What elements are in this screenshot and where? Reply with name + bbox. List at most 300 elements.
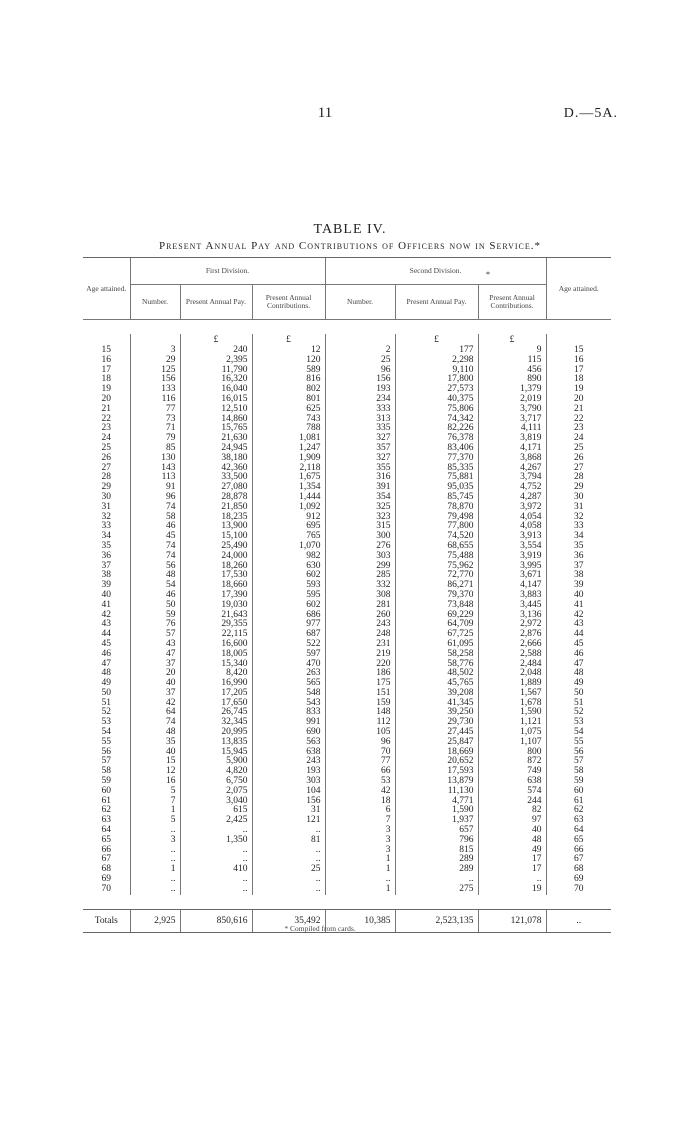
cell-number-second: 96 — [325, 738, 395, 748]
cell-contributions-second: .. — [478, 875, 546, 885]
cell-contributions-second: 4,054 — [478, 513, 546, 523]
cell-number-first: 20 — [130, 669, 180, 679]
cell-contributions-second: 4,111 — [478, 424, 546, 434]
cell-contributions-first: 833 — [252, 708, 325, 718]
cell-contributions-first: .. — [252, 875, 325, 885]
cell-age-right: 19 — [546, 385, 611, 395]
cell-pay-first: .. — [180, 885, 252, 895]
cell-age-right: 65 — [546, 836, 611, 846]
cell-age-right: 40 — [546, 591, 611, 601]
cell-number-first: 130 — [130, 454, 180, 464]
cell-contributions-first: 597 — [252, 650, 325, 660]
cell-pay-first: 42,360 — [180, 464, 252, 474]
cell-pay-first: 24,000 — [180, 552, 252, 562]
cell-contributions-first: 801 — [252, 395, 325, 405]
cell-age-right: 24 — [546, 434, 611, 444]
cell-number-second: 300 — [325, 532, 395, 542]
cell-age-right: 16 — [546, 356, 611, 366]
cell-pay-second: 18,669 — [395, 748, 478, 758]
cell-age-right: 61 — [546, 797, 611, 807]
cell-pay-first: 6,750 — [180, 777, 252, 787]
cell-contributions-first: .. — [252, 855, 325, 865]
cell-age: 70 — [101, 883, 111, 894]
cell-number-first: 56 — [130, 562, 180, 572]
cell-contributions-first: 687 — [252, 630, 325, 640]
cell-age-right: 58 — [546, 767, 611, 777]
cell-age-right: 66 — [546, 846, 611, 856]
cell-number-first: 46 — [130, 591, 180, 601]
cell-number-second: 219 — [325, 650, 395, 660]
cell-number-first: 71 — [130, 424, 180, 434]
cell-number-second: 325 — [325, 503, 395, 513]
cell-number-second: 303 — [325, 552, 395, 562]
cell-number-second: 159 — [325, 699, 395, 709]
cell-contributions-second: 3,717 — [478, 415, 546, 425]
cell-contributions-first: 548 — [252, 689, 325, 699]
cell-contributions-second: 3,995 — [478, 562, 546, 572]
cell-number-second: 105 — [325, 728, 395, 738]
cell-age: 59 — [101, 776, 111, 787]
cell-number-first: .. — [130, 875, 180, 885]
cell-contributions-second: 2,666 — [478, 640, 546, 650]
cell-pay-second: 73,848 — [395, 601, 478, 611]
cell-age-right: 29 — [546, 483, 611, 493]
cell-age-right: 52 — [546, 708, 611, 718]
currency-label: £ — [180, 334, 252, 346]
cell-pay-first: 28,878 — [180, 493, 252, 503]
cell-number-first: 42 — [130, 699, 180, 709]
cell-contributions-first: 1,675 — [252, 473, 325, 483]
header-number-first: Number. — [130, 285, 180, 320]
cell-number-second: 1 — [325, 865, 395, 875]
cell-number-second: 70 — [325, 748, 395, 758]
cell-age-right: 20 — [546, 395, 611, 405]
cell-number-second: 248 — [325, 630, 395, 640]
cell-age: 35 — [101, 540, 111, 551]
cell-contributions-second: 1,889 — [478, 679, 546, 689]
cell-age: 20 — [101, 393, 111, 404]
cell-pay-first: 33,500 — [180, 473, 252, 483]
cell-pay-first: 8,420 — [180, 669, 252, 679]
cell-pay-first: 26,745 — [180, 708, 252, 718]
cell-contributions-second: 4,058 — [478, 522, 546, 532]
table-subtitle: Present Annual Pay and Contributions of Officers now in Service.* — [158, 240, 542, 252]
cell-number-first: 3 — [130, 346, 180, 356]
cell-contributions-first: 602 — [252, 601, 325, 611]
cell-contributions-first: 1,081 — [252, 434, 325, 444]
cell-contributions-first: 522 — [252, 640, 325, 650]
cell-pay-second: 85,745 — [395, 493, 478, 503]
cell-age-right: 46 — [546, 650, 611, 660]
cell-contributions-second: 3,794 — [478, 473, 546, 483]
cell-contributions-first: 156 — [252, 797, 325, 807]
cell-number-second: 357 — [325, 444, 395, 454]
cell-pay-second: 2,298 — [395, 356, 478, 366]
cell-number-second: 355 — [325, 464, 395, 474]
cell-number-second: 186 — [325, 669, 395, 679]
cell-number-second: 18 — [325, 797, 395, 807]
cell-number-first: 73 — [130, 415, 180, 425]
cell-contributions-first: 695 — [252, 522, 325, 532]
cell-age: 26 — [101, 452, 111, 463]
cell-contributions-second: 2,048 — [478, 669, 546, 679]
cell-age: 21 — [101, 403, 111, 414]
cell-pay-second: 29,730 — [395, 718, 478, 728]
cell-age: 49 — [101, 678, 111, 689]
cell-contributions-first: 303 — [252, 777, 325, 787]
cell-contributions-first: 1,070 — [252, 542, 325, 552]
cell-pay-first: 18,235 — [180, 513, 252, 523]
cell-age: 23 — [101, 423, 111, 434]
cell-pay-first: 24,945 — [180, 444, 252, 454]
cell-number-second: 2 — [325, 346, 395, 356]
cell-pay-second: 289 — [395, 865, 478, 875]
cell-pay-second: 79,498 — [395, 513, 478, 523]
cell-pay-second: 75,962 — [395, 562, 478, 572]
cell-contributions-second: 1,590 — [478, 708, 546, 718]
cell-pay-first: 410 — [180, 865, 252, 875]
cell-age: 69 — [101, 874, 111, 885]
cell-number-first: 37 — [130, 689, 180, 699]
cell-age-right: 37 — [546, 562, 611, 572]
cell-age-right: 39 — [546, 581, 611, 591]
cell-number-second: 1 — [325, 855, 395, 865]
cell-number-second: 77 — [325, 757, 395, 767]
cell-contributions-first: 977 — [252, 620, 325, 630]
cell-age-right: 34 — [546, 532, 611, 542]
cell-contributions-second: 3,913 — [478, 532, 546, 542]
cell-contributions-first: 81 — [252, 836, 325, 846]
header-age-attained: Age attained. — [83, 258, 130, 320]
cell-pay-second: 67,725 — [395, 630, 478, 640]
cell-contributions-first: 193 — [252, 767, 325, 777]
cell-pay-first: 16,040 — [180, 385, 252, 395]
cell-number-second: 3 — [325, 836, 395, 846]
cell-age-right: 44 — [546, 630, 611, 640]
cell-pay-second: 78,870 — [395, 503, 478, 513]
cell-number-first: 12 — [130, 767, 180, 777]
cell-age-right: 17 — [546, 366, 611, 376]
cell-number-second: 231 — [325, 640, 395, 650]
cell-pay-second: 74,342 — [395, 415, 478, 425]
cell-age: 46 — [101, 648, 111, 659]
cell-pay-second: 48,502 — [395, 669, 478, 679]
cell-number-first: 40 — [130, 679, 180, 689]
cell-pay-first: 21,630 — [180, 434, 252, 444]
cell-age-right: 42 — [546, 611, 611, 621]
cell-number-second: 308 — [325, 591, 395, 601]
cell-contributions-second: 1,379 — [478, 385, 546, 395]
header-pay-second: Present Annual Pay. — [395, 285, 478, 320]
cell-number-second: 96 — [325, 366, 395, 376]
cell-contributions-first: 243 — [252, 757, 325, 767]
cell-pay-first: 19,030 — [180, 601, 252, 611]
cell-pay-second: 75,881 — [395, 473, 478, 483]
cell-age: 28 — [101, 472, 111, 483]
cell-number-first: 29 — [130, 356, 180, 366]
cell-number-second: 25 — [325, 356, 395, 366]
cell-contributions-first: 1,247 — [252, 444, 325, 454]
cell-contributions-first: 991 — [252, 718, 325, 728]
cell-contributions-first: 104 — [252, 787, 325, 797]
cell-number-second: 276 — [325, 542, 395, 552]
cell-number-second: 391 — [325, 483, 395, 493]
cell-pay-second: 68,655 — [395, 542, 478, 552]
cell-pay-second: 815 — [395, 846, 478, 856]
cell-contributions-second: 1,107 — [478, 738, 546, 748]
cell-number-first: 74 — [130, 718, 180, 728]
cell-age: 16 — [101, 354, 111, 365]
cell-pay-second: 657 — [395, 826, 478, 836]
cell-contributions-second: 3,868 — [478, 454, 546, 464]
cell-contributions-first: 563 — [252, 738, 325, 748]
cell-age-right: 53 — [546, 718, 611, 728]
cell-age: 18 — [101, 374, 111, 385]
cell-contributions-first: .. — [252, 885, 325, 895]
cell-contributions-second: 4,171 — [478, 444, 546, 454]
cell-contributions-first: 1,354 — [252, 483, 325, 493]
cell-age-right: 57 — [546, 757, 611, 767]
cell-age: 40 — [101, 589, 111, 600]
cell-contributions-first: .. — [252, 826, 325, 836]
cell-age-right: 51 — [546, 699, 611, 709]
cell-pay-first: 3,040 — [180, 797, 252, 807]
cell-contributions-first: 470 — [252, 660, 325, 670]
total-age-placeholder: .. — [546, 909, 611, 932]
cell-pay-first: 1,350 — [180, 836, 252, 846]
cell-number-second: 220 — [325, 660, 395, 670]
cell-number-first: 37 — [130, 660, 180, 670]
cell-pay-first: 27,080 — [180, 483, 252, 493]
cell-pay-second: 17,593 — [395, 767, 478, 777]
cell-age: 48 — [101, 668, 111, 679]
cell-contributions-first: 12 — [252, 346, 325, 356]
cell-contributions-first: 690 — [252, 728, 325, 738]
cell-age: 52 — [101, 707, 111, 718]
cell-contributions-first: 263 — [252, 669, 325, 679]
cell-age: 37 — [101, 560, 111, 571]
cell-contributions-first: 638 — [252, 748, 325, 758]
cell-number-second: 3 — [325, 846, 395, 856]
cell-number-first: 76 — [130, 620, 180, 630]
cell-number-second: 332 — [325, 581, 395, 591]
cell-number-second: 234 — [325, 395, 395, 405]
cell-contributions-first: 595 — [252, 591, 325, 601]
cell-number-second: 151 — [325, 689, 395, 699]
cell-pay-second: 275 — [395, 885, 478, 895]
cell-age: 15 — [101, 345, 111, 355]
cell-contributions-second: 2,019 — [478, 395, 546, 405]
cell-number-second: 112 — [325, 718, 395, 728]
cell-pay-first: 17,650 — [180, 699, 252, 709]
currency-label: £ — [395, 334, 478, 346]
cell-pay-first: 15,765 — [180, 424, 252, 434]
cell-pay-second: 69,229 — [395, 611, 478, 621]
cell-pay-first: 38,180 — [180, 454, 252, 464]
cell-contributions-second: 3,554 — [478, 542, 546, 552]
cell-contributions-first: 1,444 — [252, 493, 325, 503]
cell-age: 58 — [101, 766, 111, 777]
cell-number-first: 45 — [130, 532, 180, 542]
cell-number-first: 156 — [130, 375, 180, 385]
cell-age: 66 — [101, 844, 111, 855]
cell-contributions-first: 982 — [252, 552, 325, 562]
page-number: 11 — [317, 105, 333, 121]
cell-age: 25 — [101, 442, 111, 453]
cell-pay-second: 95,035 — [395, 483, 478, 493]
cell-contributions-second: 49 — [478, 846, 546, 856]
cell-number-first: 7 — [130, 797, 180, 807]
cell-pay-second: 39,250 — [395, 708, 478, 718]
cell-pay-first: 15,945 — [180, 748, 252, 758]
cell-number-first: 54 — [130, 581, 180, 591]
cell-number-first: 40 — [130, 748, 180, 758]
cell-age: 43 — [101, 619, 111, 630]
cell-number-first: 74 — [130, 503, 180, 513]
cell-age: 65 — [101, 834, 111, 845]
cell-contributions-second: 800 — [478, 748, 546, 758]
cell-pay-second: 27,445 — [395, 728, 478, 738]
cell-contributions-first: 625 — [252, 405, 325, 415]
cell-age: 63 — [101, 815, 111, 826]
cell-contributions-first: 1,092 — [252, 503, 325, 513]
cell-pay-second: 86,271 — [395, 581, 478, 591]
cell-age: 67 — [101, 854, 111, 865]
cell-number-second: 327 — [325, 434, 395, 444]
cell-pay-second: 25,847 — [395, 738, 478, 748]
cell-age: 42 — [101, 609, 111, 620]
total-number-second: 10,385 — [325, 909, 395, 932]
cell-age-right: 31 — [546, 503, 611, 513]
cell-number-second: 335 — [325, 424, 395, 434]
cell-age: 47 — [101, 658, 111, 669]
cell-number-second: 243 — [325, 620, 395, 630]
cell-number-second: 42 — [325, 787, 395, 797]
header-mark: * — [486, 270, 490, 279]
cell-contributions-second: 872 — [478, 757, 546, 767]
cell-number-second: 315 — [325, 522, 395, 532]
header-age-attained-right: Age attained. — [546, 258, 611, 320]
cell-number-first: 48 — [130, 571, 180, 581]
cell-pay-first: 5,900 — [180, 757, 252, 767]
cell-pay-second: 79,370 — [395, 591, 478, 601]
cell-age: 38 — [101, 570, 111, 581]
cell-contributions-first: 788 — [252, 424, 325, 434]
cell-number-first: 74 — [130, 552, 180, 562]
cell-number-first: .. — [130, 846, 180, 856]
cell-age-right: 22 — [546, 415, 611, 425]
currency-label: £ — [478, 334, 546, 346]
cell-number-first: 5 — [130, 816, 180, 826]
cell-contributions-second: 1,678 — [478, 699, 546, 709]
cell-age-right: 28 — [546, 473, 611, 483]
cell-pay-first: 25,490 — [180, 542, 252, 552]
cell-contributions-first: 802 — [252, 385, 325, 395]
cell-age: 19 — [101, 384, 111, 395]
cell-age-right: 64 — [546, 826, 611, 836]
cell-number-second: 260 — [325, 611, 395, 621]
cell-contributions-first: 593 — [252, 581, 325, 591]
cell-pay-second: 1,590 — [395, 806, 478, 816]
cell-contributions-second: 17 — [478, 865, 546, 875]
cell-contributions-second: 3,883 — [478, 591, 546, 601]
cell-pay-first: 12,510 — [180, 405, 252, 415]
cell-number-first: 47 — [130, 650, 180, 660]
table-body — [83, 320, 611, 910]
cell-contributions-second: 2,972 — [478, 620, 546, 630]
cell-age: 53 — [101, 717, 111, 728]
cell-number-first: 43 — [130, 640, 180, 650]
cell-number-first: 57 — [130, 630, 180, 640]
cell-pay-first: 22,115 — [180, 630, 252, 640]
cell-contributions-second: 3,819 — [478, 434, 546, 444]
cell-age-right: 18 — [546, 375, 611, 385]
cell-age-right: 68 — [546, 865, 611, 875]
cell-pay-first: 13,835 — [180, 738, 252, 748]
cell-contributions-first: 565 — [252, 679, 325, 689]
cell-number-first: 113 — [130, 473, 180, 483]
cell-contributions-second: 82 — [478, 806, 546, 816]
cell-pay-second: 13,879 — [395, 777, 478, 787]
cell-age-right: 55 — [546, 738, 611, 748]
table-row — [83, 865, 611, 875]
cell-pay-second: 75,488 — [395, 552, 478, 562]
cell-number-first: 85 — [130, 444, 180, 454]
cell-pay-second: 796 — [395, 836, 478, 846]
cell-age-right: 21 — [546, 405, 611, 415]
cell-number-first: 96 — [130, 493, 180, 503]
cell-pay-first: 15,100 — [180, 532, 252, 542]
header-second-division: Second Division. — [325, 258, 546, 285]
cell-age: 45 — [101, 638, 111, 649]
cell-number-second: 316 — [325, 473, 395, 483]
cell-pay-second: 177 — [395, 346, 478, 356]
cell-number-second: 354 — [325, 493, 395, 503]
cell-contributions-second: 3,671 — [478, 571, 546, 581]
cell-age-right: 48 — [546, 669, 611, 679]
cell-pay-first: 240 — [180, 346, 252, 356]
footnote: * Compiled from cards. — [284, 924, 356, 933]
total-pay-second: 2,523,135 — [395, 909, 478, 932]
cell-contributions-first: 743 — [252, 415, 325, 425]
header-pay-first: Present Annual Pay. — [180, 285, 252, 320]
cell-number-first: 16 — [130, 777, 180, 787]
cell-pay-second: 27,573 — [395, 385, 478, 395]
cell-age: 29 — [101, 482, 111, 493]
cell-pay-second: 82,226 — [395, 424, 478, 434]
cell-number-first: 64 — [130, 708, 180, 718]
cell-number-first: 58 — [130, 513, 180, 523]
header-first-division: First Division. — [130, 258, 325, 285]
cell-number-first: .. — [130, 885, 180, 895]
cell-age-right: 35 — [546, 542, 611, 552]
cell-pay-second: 41,345 — [395, 699, 478, 709]
cell-number-first: 5 — [130, 787, 180, 797]
cell-number-second: 299 — [325, 562, 395, 572]
cell-number-first: 79 — [130, 434, 180, 444]
cell-number-second: 193 — [325, 385, 395, 395]
cell-number-second: .. — [325, 875, 395, 885]
cell-contributions-first: 602 — [252, 571, 325, 581]
cell-number-first: 46 — [130, 522, 180, 532]
cell-age: 24 — [101, 433, 111, 444]
cell-contributions-first: 589 — [252, 366, 325, 376]
cell-contributions-second: 3,919 — [478, 552, 546, 562]
cell-contributions-second: 1,121 — [478, 718, 546, 728]
cell-contributions-second: 4,287 — [478, 493, 546, 503]
cell-contributions-second: 9 — [478, 346, 546, 356]
cell-number-second: 281 — [325, 601, 395, 611]
